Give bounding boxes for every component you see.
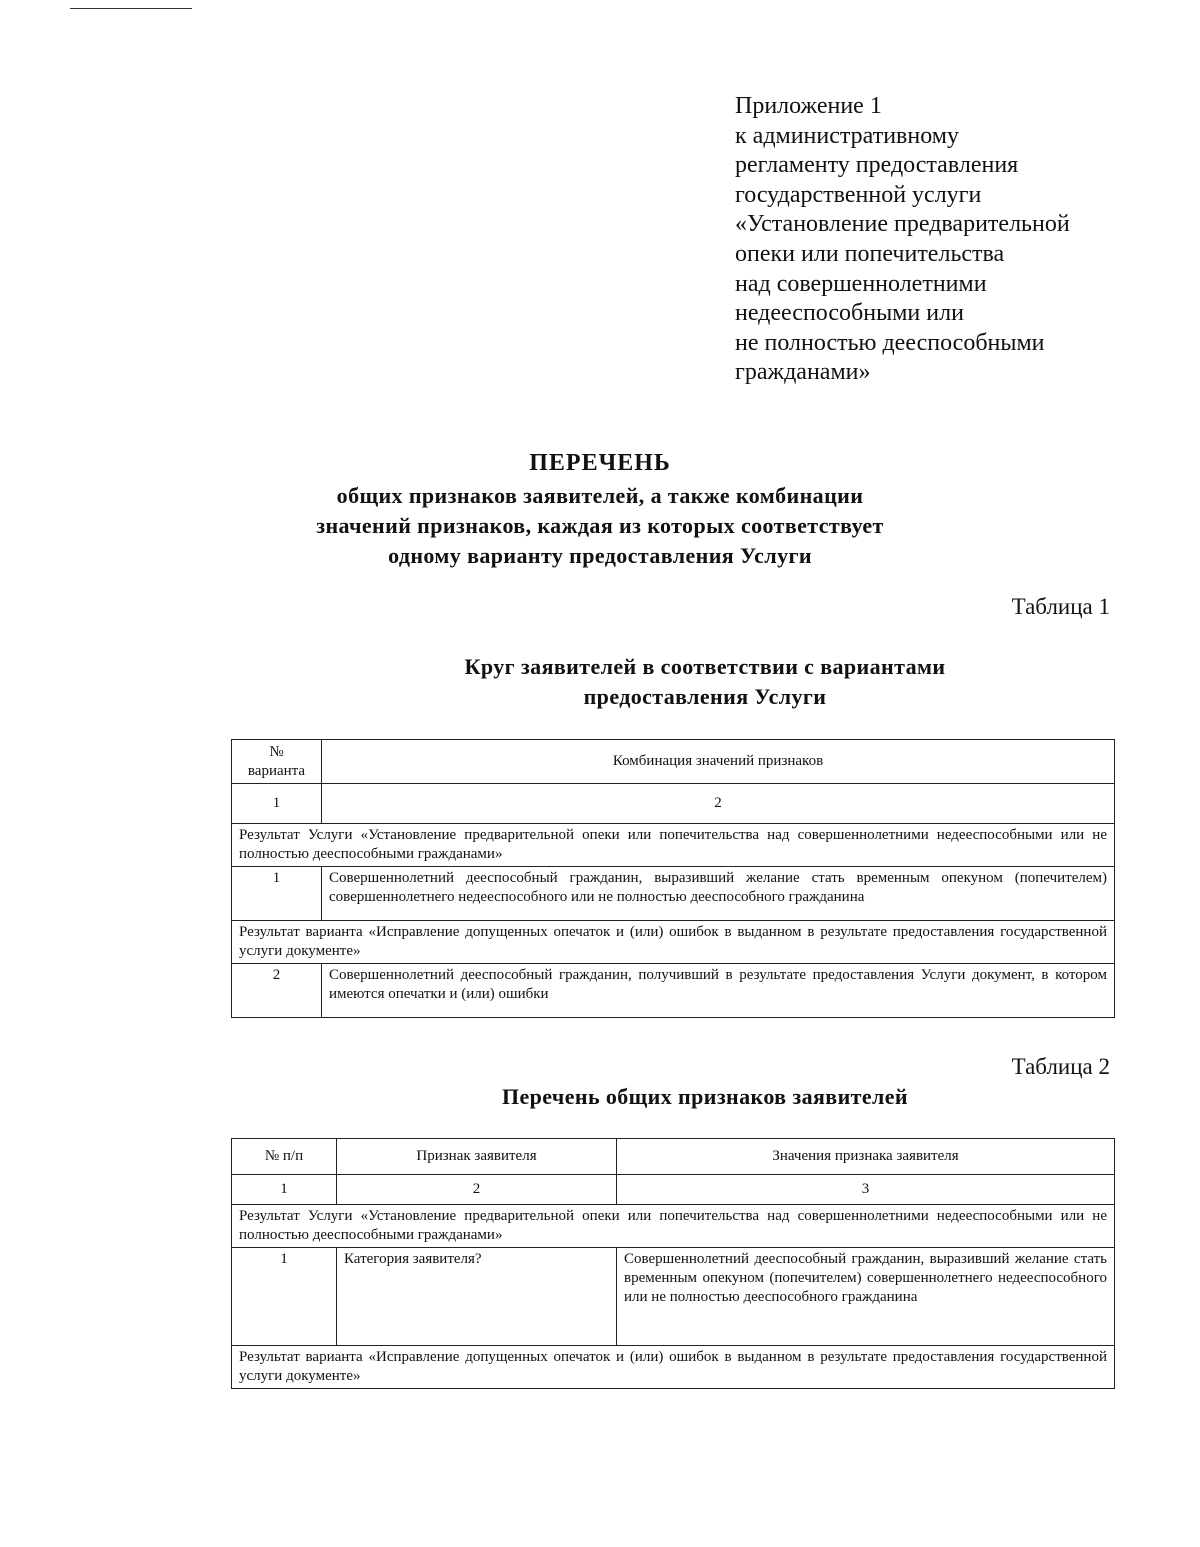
table-number-row: [232, 1175, 1115, 1205]
table1-colnum: 2: [322, 784, 1115, 824]
top-rule: [70, 8, 192, 9]
table-section-row: [232, 1346, 1115, 1389]
table2-section-result: Результат Услуги «Установление предварительной опеки или попечительства над совершеннолетними недееспособными или не полностью дееспособными гражданами»: [232, 1205, 1115, 1248]
table1-header-variant: № варианта: [232, 740, 322, 784]
table2-colnum: 2: [337, 1175, 617, 1205]
table1-colnum: 1: [232, 784, 322, 824]
table2-header-attribute: Признак заявителя: [337, 1139, 617, 1175]
table1-section-variant: Результат варианта «Исправление допущенных опечаток и (или) ошибок в выданном в результате предоставления государственной услуги документе»: [232, 921, 1115, 964]
table-row: [232, 964, 1115, 1018]
document-subtitle-line: одному варианту предоставления Услуги: [388, 543, 812, 568]
table2-row-attribute: Категория заявителя?: [337, 1248, 617, 1346]
document-subtitle: [0, 481, 1200, 571]
document-title: [0, 448, 1200, 478]
table1-header-combination: Комбинация значений признаков: [322, 740, 1115, 784]
appendix-line: недееспособными или: [735, 300, 964, 327]
appendix-line: опеки или попечительства: [735, 240, 1005, 267]
appendix-line: не полностью дееспособными: [735, 329, 1045, 356]
table-row: [232, 867, 1115, 921]
appendix-line: к административному: [735, 122, 959, 149]
table2: [231, 1138, 1115, 1389]
appendix-line: «Установление предварительной: [735, 211, 1070, 238]
table1-heading-line: предоставления Услуги: [583, 684, 827, 709]
table2-section-variant: Результат варианта «Исправление допущенных опечаток и (или) ошибок в выданном в результате предоставления государственной услуги документе»: [232, 1346, 1115, 1389]
table2-label: Таблица 2: [1011, 1054, 1110, 1079]
table-section-row: [232, 1205, 1115, 1248]
table-row: [232, 1248, 1115, 1346]
table2-colnum: 1: [232, 1175, 337, 1205]
table1-section-result: Результат Услуги «Установление предварительной опеки или попечительства над совершеннолетними недееспособными или не полностью дееспособными гражданами»: [232, 824, 1115, 867]
table2-row-number: 1: [232, 1248, 337, 1346]
document-title-text: ПЕРЕЧЕНЬ: [529, 450, 671, 476]
table1-heading: [410, 652, 1000, 712]
table-number-row: [232, 784, 1115, 824]
table1-row-text: Совершеннолетний дееспособный гражданин, выразивший желание стать временным опекуном (попечителем) совершеннолетнего недееспособного или не полностью дееспособного гражданина: [322, 867, 1115, 921]
table2-heading: Перечень общих признаков заявителей: [501, 1084, 909, 1109]
table1-heading-line: Круг заявителей в соответствии с вариантами: [464, 654, 946, 679]
table-section-row: [232, 921, 1115, 964]
appendix-line: Приложение 1: [735, 93, 882, 119]
appendix-line: регламенту предоставления: [735, 152, 1019, 179]
document-subtitle-line: значений признаков, каждая из которых соответствует: [316, 513, 884, 538]
table1-row-text: Совершеннолетний дееспособный гражданин, получивший в результате предоставления Услуги документ, в котором имеются опечатки и (или) ошибки: [322, 964, 1115, 1018]
table1-label: Таблица 1: [1011, 594, 1110, 619]
table1-row-number: 2: [232, 964, 322, 1018]
table-header-row: [232, 740, 1115, 784]
appendix-note: [735, 92, 1155, 388]
table2-header-values: Значения признака заявителя: [617, 1139, 1115, 1175]
table-section-row: [232, 824, 1115, 867]
appendix-line: гражданами»: [735, 359, 871, 386]
appendix-line: над совершеннолетними: [735, 270, 987, 297]
table2-header-number: № п/п: [232, 1139, 337, 1175]
table2-row-value: Совершеннолетний дееспособный гражданин, выразивший желание стать временным опекуном (попечителем) совершеннолетнего недееспособного или не полностью дееспособного гражданина: [617, 1248, 1115, 1346]
appendix-line: государственной услуги: [735, 181, 982, 208]
document-subtitle-line: общих признаков заявителей, а также комбинации: [336, 483, 864, 508]
table2-colnum: 3: [617, 1175, 1115, 1205]
table1-row-number: 1: [232, 867, 322, 921]
table-header-row: [232, 1139, 1115, 1175]
table1: [231, 739, 1115, 1018]
